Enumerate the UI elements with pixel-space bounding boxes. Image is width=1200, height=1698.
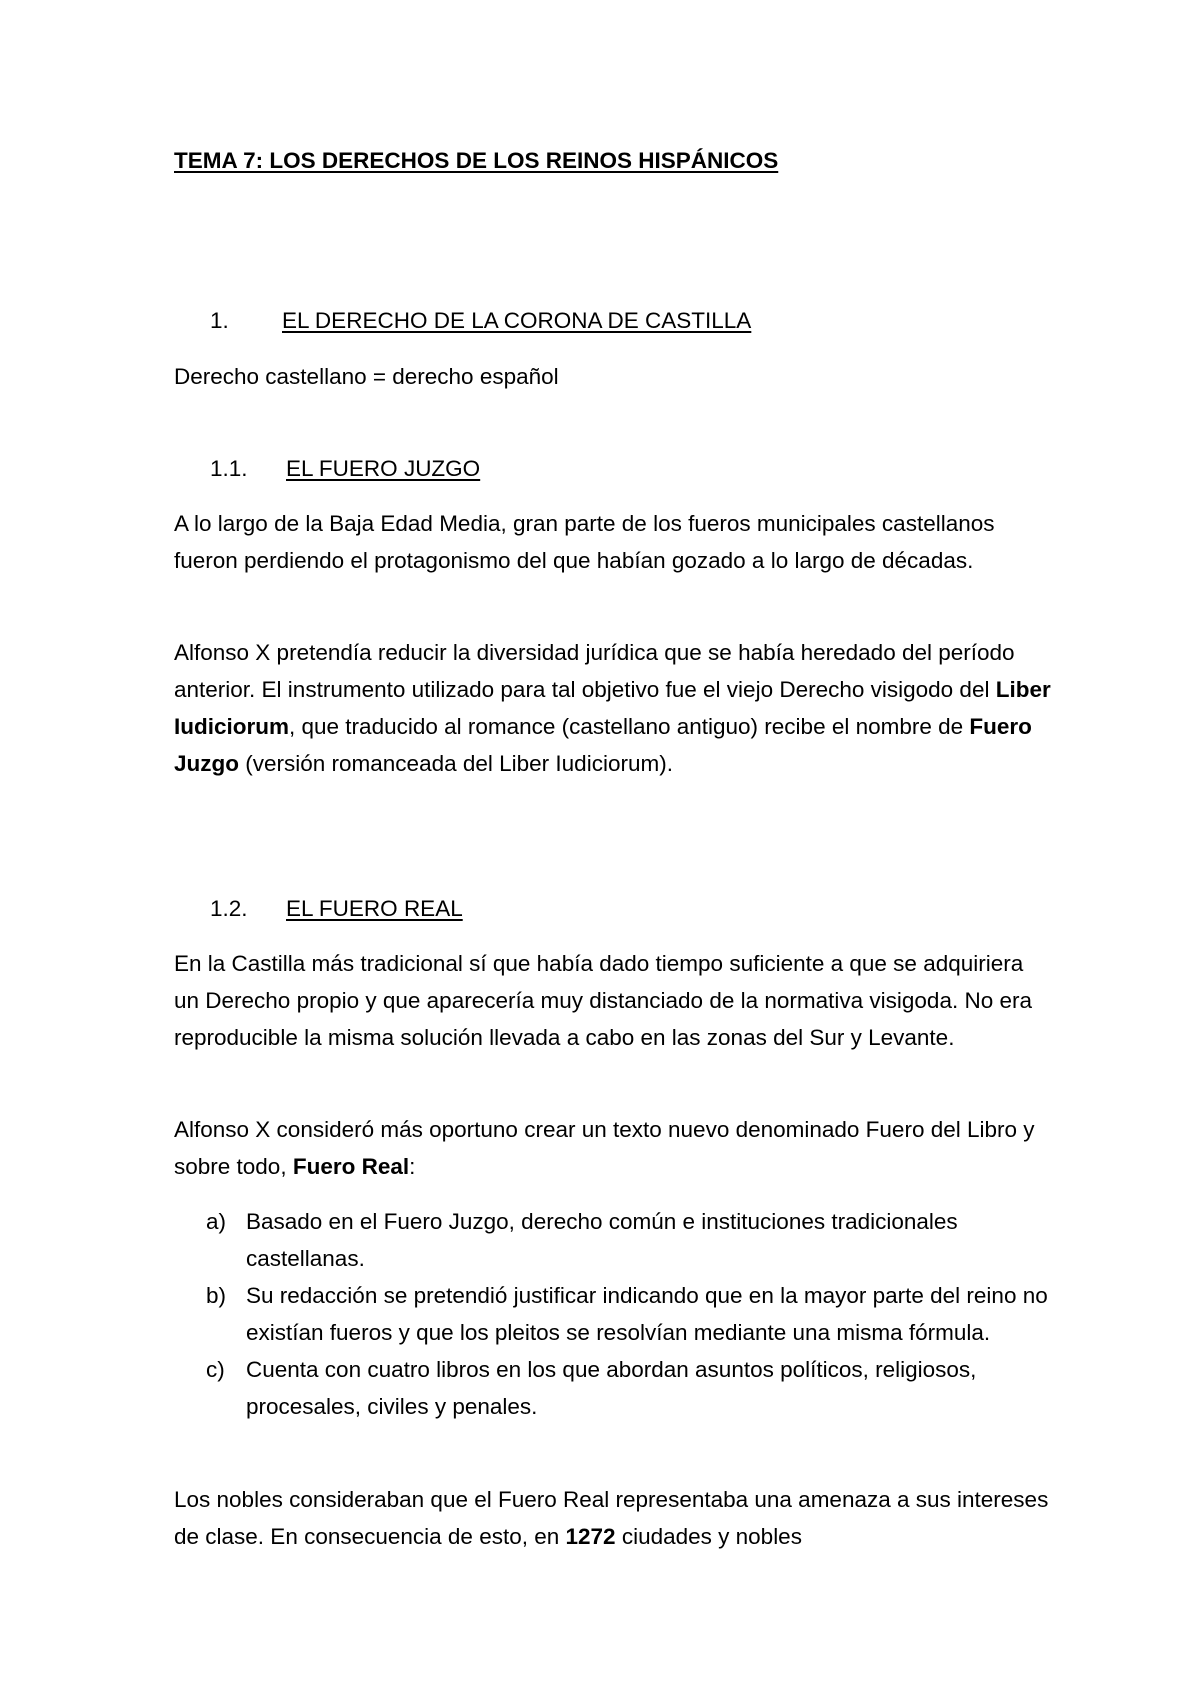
paragraph: En la Castilla más tradicional sí que había dado tiempo suficiente a que se adquiriera un Derecho propio y que aparecería muy distanciado de la normativa visigoda. No era reproducible la misma solución llevada a cabo en las zonas del Sur y Levante. <box>174 951 1032 1050</box>
emphasis: Fuero Juzgo <box>174 714 1032 776</box>
section-number: 1. <box>210 308 229 333</box>
list-item <box>206 1351 1054 1425</box>
section-title: EL FUERO REAL <box>286 896 463 921</box>
list-item-text: Basado en el Fuero Juzgo, derecho común e instituciones tradicionales castellanas. <box>246 1209 958 1271</box>
emphasis: Fuero Real <box>292 1154 410 1179</box>
section-heading-1 <box>210 302 751 339</box>
paragraph: Los nobles consideraban que el Fuero Real representaba una amenaza a sus intereses de clase. En consecuencia de esto, en 1272 ciudades y nobles <box>174 1487 1049 1549</box>
paragraph: Alfonso X pretendía reducir la diversidad jurídica que se había heredado del período anterior. El instrumento utilizado para tal objetivo fue el viejo Derecho visigodo del Liber Iudiciorum, que traducido al romance (castellano antiguo) recibe el nombre de Fuero Juzgo (versión romanceada del Liber Iudiciorum). <box>174 640 1051 776</box>
list-marker: c) <box>206 1357 225 1382</box>
list-item-text: Cuenta con cuatro libros en los que abordan asuntos políticos, religiosos, procesales, civiles y penales. <box>246 1357 977 1419</box>
paragraph: Alfonso X consideró más oportuno crear un texto nuevo denominado Fuero del Libro y sobre todo, Fuero Real: <box>174 1117 1035 1179</box>
section-title: EL DERECHO DE LA CORONA DE CASTILLA <box>282 308 752 333</box>
list-marker: b) <box>206 1283 227 1308</box>
list-item <box>206 1203 1054 1277</box>
document-title: TEMA 7: LOS DERECHOS DE LOS REINOS HISPÁNICOS <box>174 148 779 173</box>
section-number: 1.2. <box>210 896 248 921</box>
section-title: EL FUERO JUZGO <box>286 456 481 481</box>
list-item <box>206 1277 1054 1351</box>
emphasis: 1272 <box>565 1524 616 1549</box>
section-number: 1.1. <box>210 456 248 481</box>
list-marker: a) <box>206 1209 227 1234</box>
section-heading-1-1 <box>210 450 480 487</box>
paragraph: A lo largo de la Baja Edad Media, gran parte de los fueros municipales castellanos fueron perdiendo el protagonismo del que habían gozado a lo largo de décadas. <box>174 511 995 573</box>
list-item-text: Su redacción se pretendió justificar indicando que en la mayor parte del reino no existían fueros y que los pleitos se resolvían mediante una misma fórmula. <box>246 1283 1048 1345</box>
section-heading-1-2 <box>210 890 463 927</box>
section-intro: Derecho castellano = derecho español <box>174 364 559 389</box>
feature-list <box>206 1203 1054 1425</box>
emphasis: Liber Iudiciorum <box>174 677 1051 739</box>
